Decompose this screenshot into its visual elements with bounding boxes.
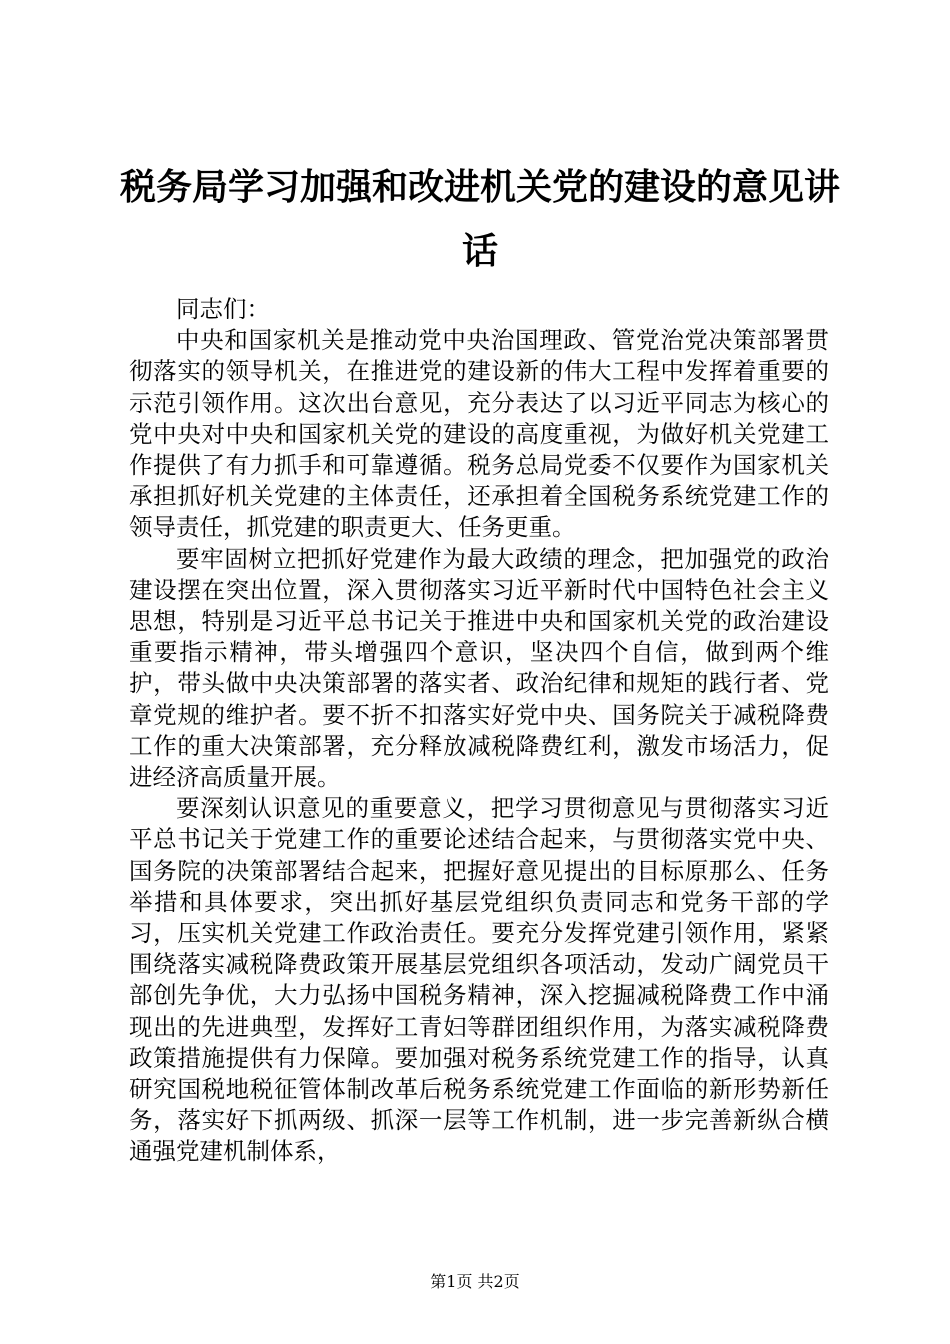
page-number-footer: 第1页 共2页 — [430, 1272, 520, 1291]
paragraph-2: 要牢固树立把抓好党建作为最大政绩的理念，把加强党的政治建设摆在突出位置，深入贯彻落实习近平新时代中国特色社会主义思想，特别是习近平总书记关于推进中央和国家机关党的政治建设重要指示精神，带头增强四个意识，坚决四个自信，做到两个维护，带头做中央决策部署的落实者、政治纪律和规矩的践行者、党章党规的维护者。要不折不扣落实好党中央、国务院关于减税降费工作的重大决策部署，充分释放减税降费红利，激发市场活力，促进经济高质量开展。 — [129, 544, 829, 792]
salutation: 同志们： — [176, 295, 270, 323]
document-body — [129, 294, 829, 1168]
paragraph-3: 要深刻认识意见的重要意义，把学习贯彻意见与贯彻落实习近平总书记关于党建工作的重要论述结合起来，与贯彻落实党中央、国务院的决策部署结合起来，把握好意见提出的目标原那么、任务举措和具体要求，突出抓好基层党组织负责同志和党务干部的学习，压实机关党建工作政治责任。要充分发挥党建引领作用，紧紧围绕落实减税降费政策开展基层党组织各项活动，发动广阔党员干部创先争优，大力弘扬中国税务精神，深入挖掘减税降费工作中涌现出的先进典型，发挥好工青妇等群团组织作用，为落实减税降费政策措施提供有力保障。要加强对税务系统党建工作的指导，认真研究国税地税征管体制改革后税务系统党建工作面临的新形势新任务，落实好下抓两级、抓深一层等工作机制，进一步完善新纵合横通强党建机制体系， — [129, 794, 829, 1166]
document-title: 税务局学习加强和改进机关党的建设的意见讲话 — [119, 166, 840, 272]
paragraph-1: 中央和国家机关是推动党中央治国理政、管党治党决策部署贯彻落实的领导机关，在推进党的建设新的伟大工程中发挥着重要的示范引领作用。这次出台意见，充分表达了以习近平同志为核心的党中央对中央和国家机关党的建设的高度重视，为做好机关党建工作提供了有力抓手和可靠遵循。税务总局党委不仅要作为国家机关承担抓好机关党建的主体责任，还承担着全国税务系统党建工作的领导责任，抓党建的职责更大、任务更重。 — [129, 326, 829, 542]
